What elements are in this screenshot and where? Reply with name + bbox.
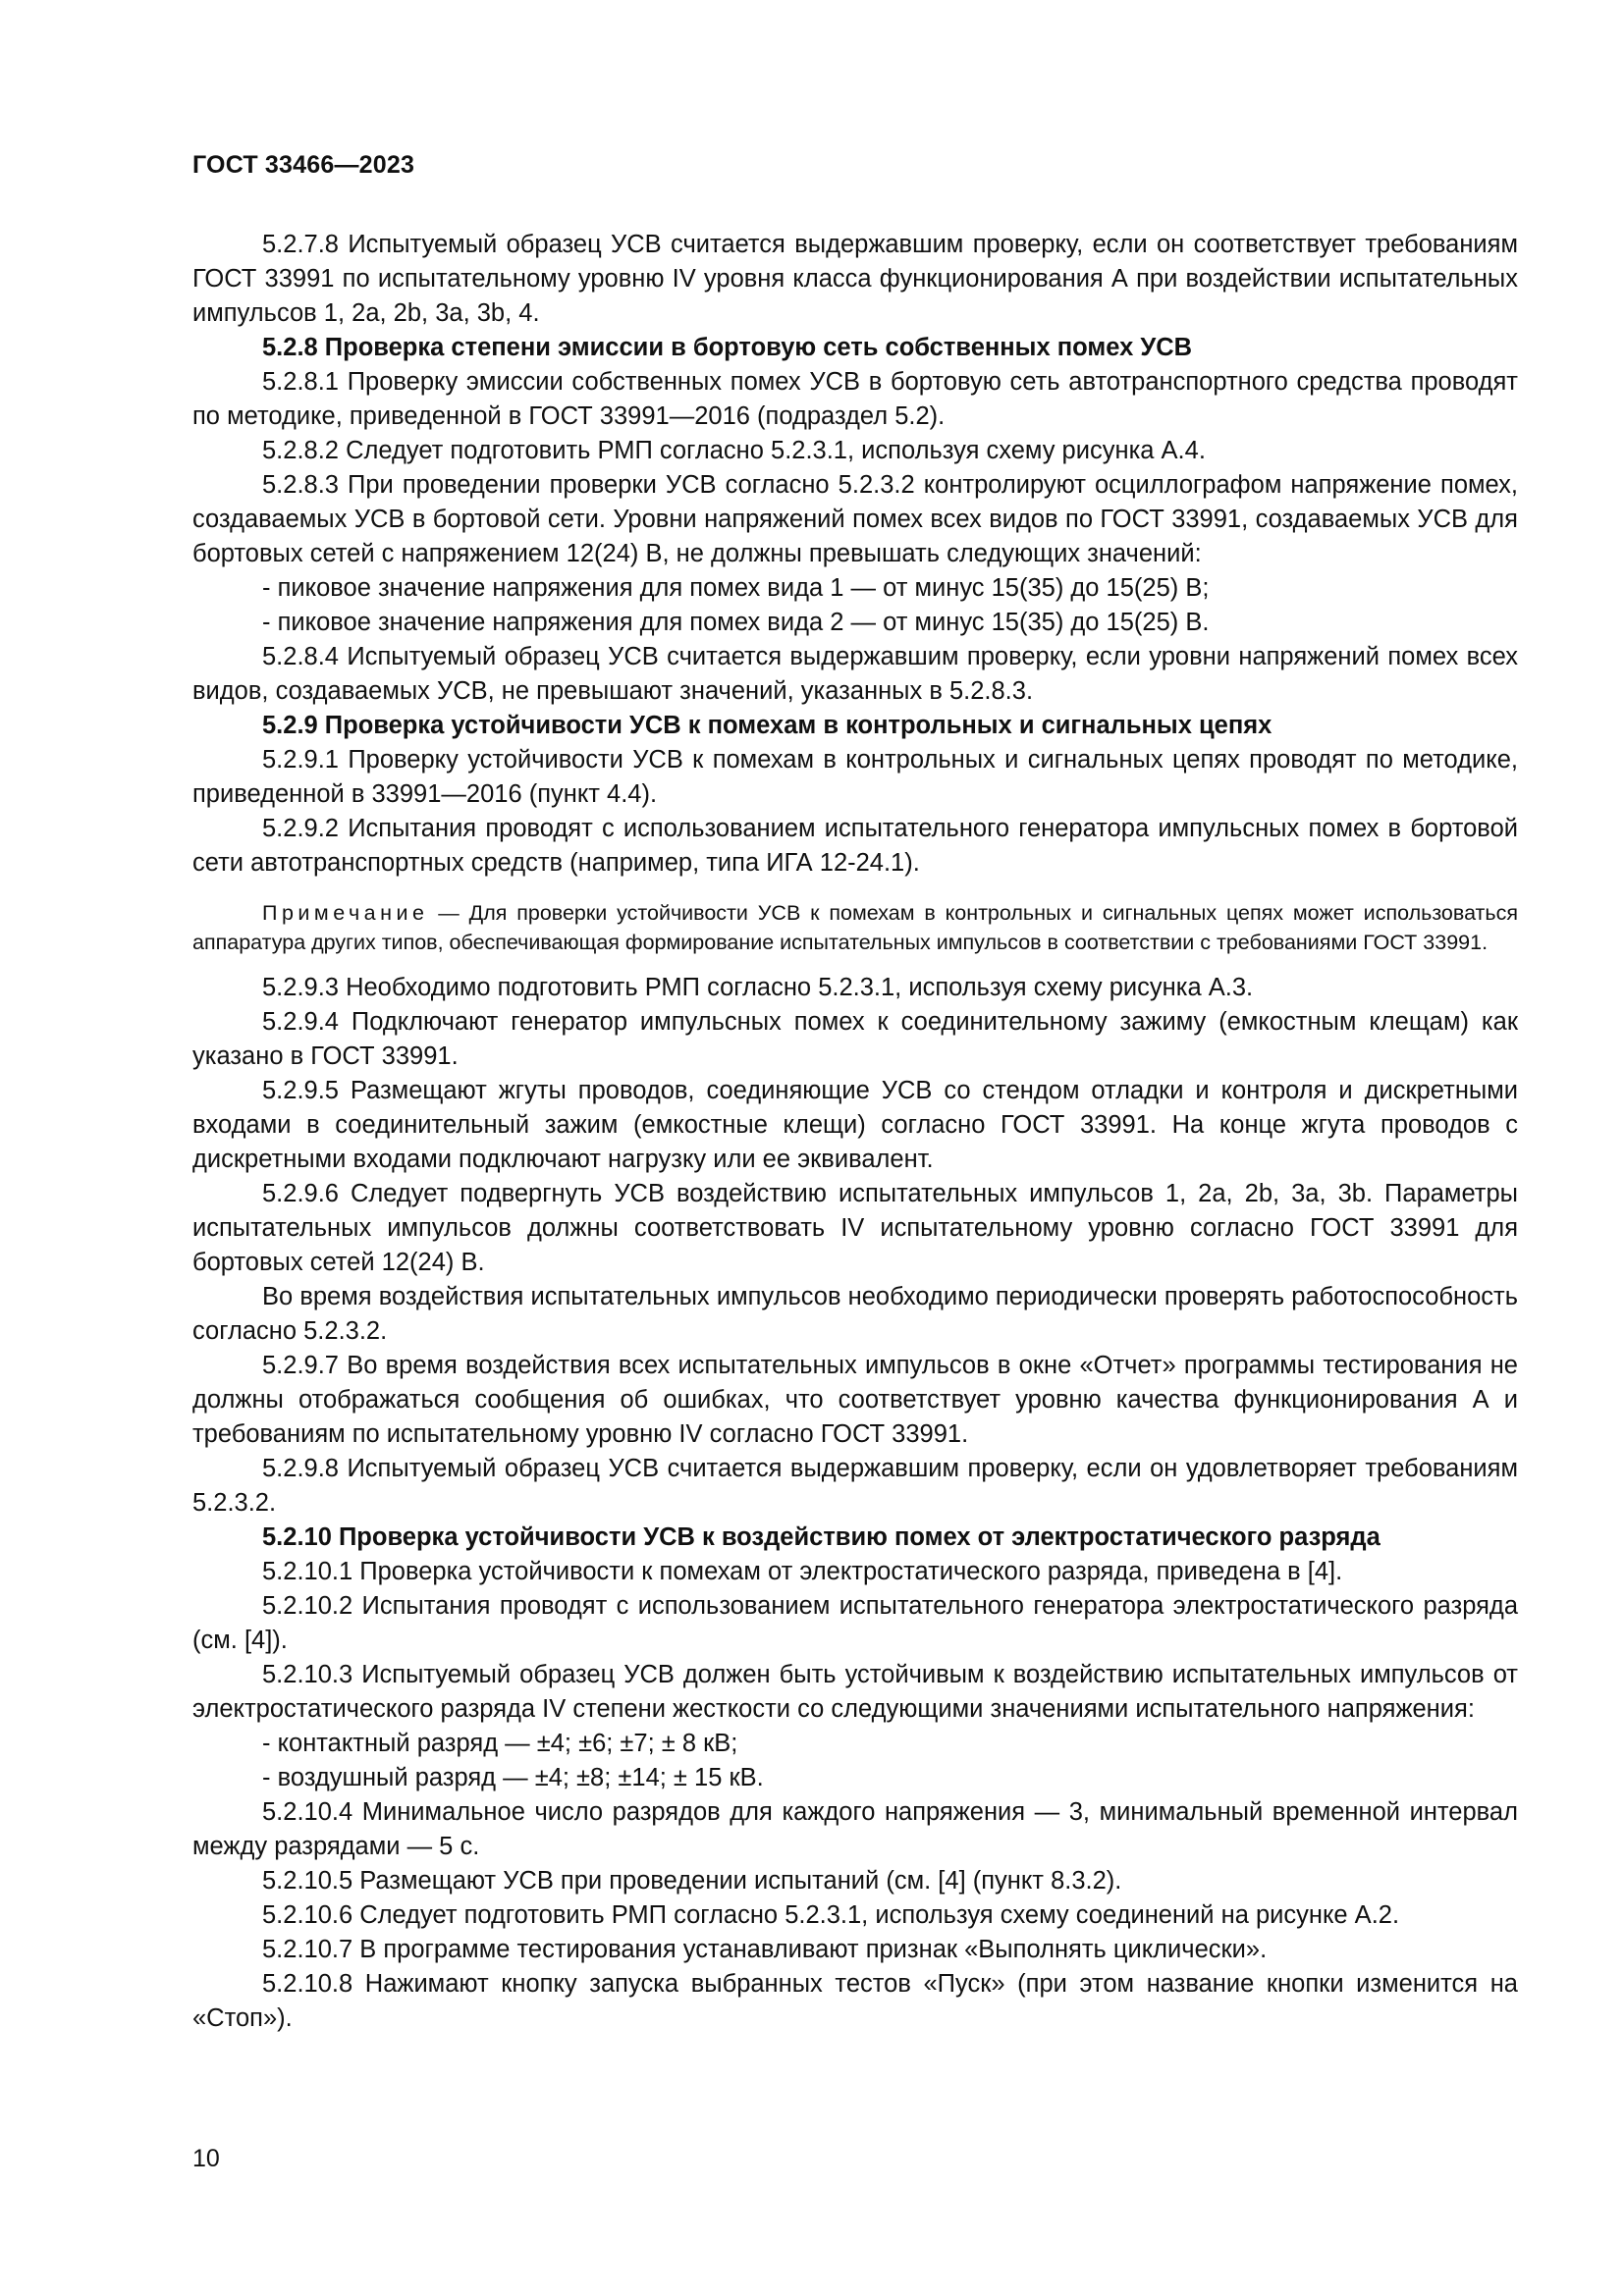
- paragraph: 5.2.9.5 Размещают жгуты проводов, соединяющие УСВ со стендом отладки и контроля и дискретными входами в соединительный зажим (емкостные клещи) согласно ГОСТ 33991. На конце жгута проводов с дискретными входами подключают нагрузку или ее эквивалент.: [192, 1077, 1518, 1173]
- paragraph: 5.2.10.6 Следует подготовить РМП согласно 5.2.3.1, используя схему соединений на рисунке А.2.: [262, 1901, 1400, 1929]
- paragraph: 5.2.10.1 Проверка устойчивости к помехам от электростатического разряда, приведена в [4].: [262, 1558, 1343, 1585]
- paragraph: Во время воздействия испытательных импульсов необходимо периодически проверять работоспособность согласно 5.2.3.2.: [192, 1283, 1518, 1345]
- section-heading: 5.2.8 Проверка степени эмиссии в бортовую сеть собственных помех УСВ: [262, 334, 1193, 361]
- paragraph: 5.2.8.1 Проверку эмиссии собственных помех УСВ в бортовую сеть автотранспортного средства проводят по методике, приведенной в ГОСТ 33991—2016 (подраздел 5.2).: [192, 368, 1518, 430]
- paragraph: 5.2.9.7 Во время воздействия всех испытательных импульсов в окне «Отчет» программы тестирования не должны отображаться сообщения об ошибках, что соответствует уровню качества функционирования А и требованиям по испытательному уровню IV согласно ГОСТ 33991.: [192, 1352, 1518, 1448]
- section-heading: 5.2.10 Проверка устойчивости УСВ к воздействию помех от электростатического разряда: [262, 1523, 1380, 1551]
- paragraph: 5.2.10.3 Испытуемый образец УСВ должен быть устойчивым к воздействию испытательных импульсов от электростатического разряда IV степени жесткости со следующими значениями испытательного напряжения:: [192, 1661, 1518, 1723]
- note-label: Примечание: [262, 901, 429, 925]
- paragraph: 5.2.9.8 Испытуемый образец УСВ считается выдержавшим проверку, если он удовлетворяет требованиям 5.2.3.2.: [192, 1455, 1518, 1517]
- page-number: 10: [192, 2145, 220, 2172]
- list-item: - пиковое значение напряжения для помех вида 1 — от минус 15(35) до 15(25) В;: [262, 574, 1210, 602]
- paragraph: 5.2.9.1 Проверку устойчивости УСВ к помехам в контрольных и сигнальных цепях проводят по методике, приведенной в 33991—2016 (пункт 4.4).: [192, 746, 1518, 808]
- paragraph: 5.2.10.8 Нажимают кнопку запуска выбранных тестов «Пуск» (при этом название кнопки изменится на «Стоп»).: [192, 1970, 1518, 2032]
- paragraph: 5.2.10.7 В программе тестирования устанавливают признак «Выполнять циклически».: [262, 1936, 1268, 1963]
- list-item: - пиковое значение напряжения для помех вида 2 — от минус 15(35) до 15(25) В.: [262, 609, 1210, 636]
- note-text: — Для проверки устойчивости УСВ к помехам в контрольных и сигнальных цепях может использоваться аппаратура других типов, обеспечивающая формирование испытательных импульсов в соответствии с требованиями ГОСТ 33991.: [192, 901, 1518, 954]
- list-item: - контактный разряд — ±4; ±6; ±7; ± 8 кВ;: [262, 1730, 738, 1757]
- paragraph: 5.2.9.6 Следует подвергнуть УСВ воздействию испытательных импульсов 1, 2а, 2b, 3а, 3b. Параметры испытательных импульсов должны соответствовать IV испытательному уровню согласно ГОСТ 33991 для бортовых сетей 12(24) В.: [192, 1180, 1518, 1276]
- paragraph: 5.2.8.4 Испытуемый образец УСВ считается выдержавшим проверку, если уровни напряжений помех всех видов, создаваемых УСВ, не превышают значений, указанных в 5.2.8.3.: [192, 643, 1518, 705]
- document-code-header: ГОСТ 33466—2023: [192, 151, 415, 179]
- paragraph: 5.2.7.8 Испытуемый образец УСВ считается выдержавшим проверку, если он соответствует требованиям ГОСТ 33991 по испытательному уровню IV уровня класса функционирования А при воздействии испытательных импульсов 1, 2а, 2b, 3а, 3b, 4.: [192, 231, 1518, 327]
- paragraph: 5.2.10.2 Испытания проводят с использованием испытательного генератора электростатического разряда (см. [4]).: [192, 1592, 1518, 1654]
- paragraph: 5.2.10.5 Размещают УСВ при проведении испытаний (см. [4] (пункт 8.3.2).: [262, 1867, 1122, 1895]
- list-item: - воздушный разряд — ±4; ±8; ±14; ± 15 кВ.: [262, 1764, 764, 1791]
- paragraph: 5.2.10.4 Минимальное число разрядов для каждого напряжения — 3, минимальный временной интервал между разрядами — 5 с.: [192, 1798, 1518, 1860]
- note: [192, 898, 1518, 957]
- section-heading: 5.2.9 Проверка устойчивости УСВ к помехам в контрольных и сигнальных цепях: [262, 712, 1272, 739]
- paragraph: 5.2.9.4 Подключают генератор импульсных помех к соединительному зажиму (емкостным клещам) как указано в ГОСТ 33991.: [192, 1008, 1518, 1070]
- paragraph: 5.2.8.3 При проведении проверки УСВ согласно 5.2.3.2 контролируют осциллографом напряжение помех, создаваемых УСВ в бортовой сети. Уровни напряжений помех всех видов по ГОСТ 33991, создаваемых УСВ для бортовых сетей с напряжением 12(24) В, не должны превышать следующих значений:: [192, 471, 1518, 567]
- paragraph: 5.2.8.2 Следует подготовить РМП согласно 5.2.3.1, используя схему рисунка А.4.: [262, 437, 1206, 464]
- document-body: [192, 228, 1518, 2036]
- paragraph: 5.2.9.3 Необходимо подготовить РМП согласно 5.2.3.1, используя схему рисунка А.3.: [262, 974, 1254, 1001]
- paragraph: 5.2.9.2 Испытания проводят с использованием испытательного генератора импульсных помех в бортовой сети автотранспортных средств (например, типа ИГА 12-24.1).: [192, 815, 1518, 877]
